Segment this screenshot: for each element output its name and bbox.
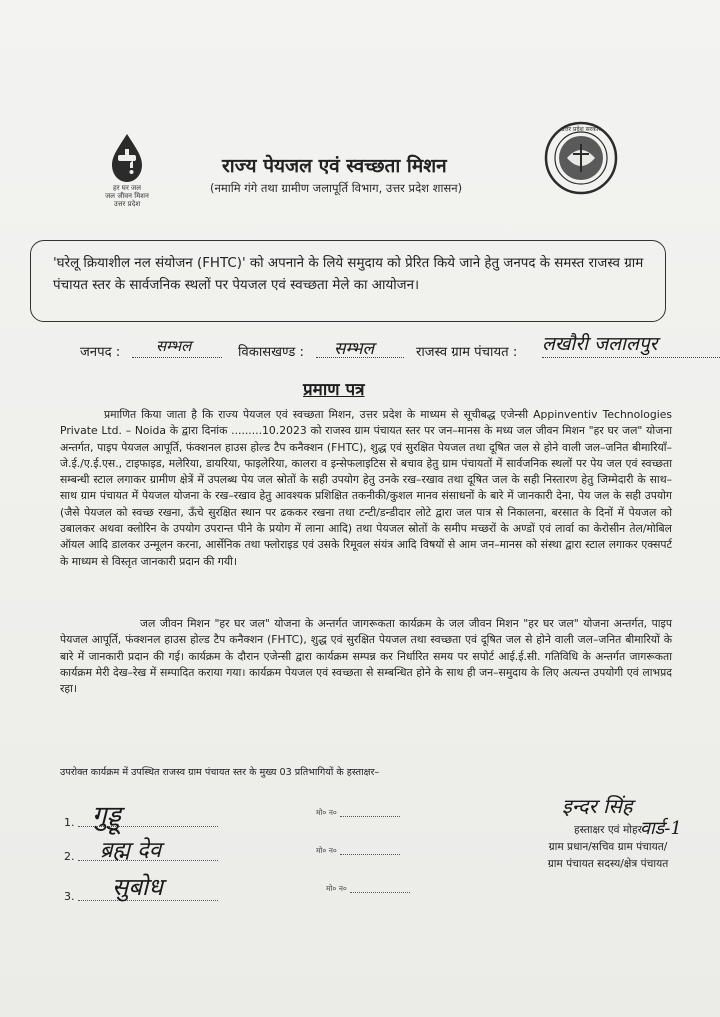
certificate-title: प्रमाण पत्र [303,380,365,400]
authority-ward-mark: वार्ड-1 [640,818,682,839]
certificate-paragraph-1: प्रमाणित किया जाता है कि राज्य पेयजल एवं स्वच्छता मिशन, उत्तर प्रदेश के माध्यम से सूचीबद्ध एजेन्सी Appinventiv Technologies Private Ltd. – Noida के द्वारा दिनांक .........10.2023 को राजस्व ग्राम पंचायत स्तर पर जन–मानस के मध्य जल जीवन मिशन "हर घर जल" योजना अन्तर्गत, पाइप पेयजल आपूर्ति, फंक्शनल हाउस होल्ड टैप कनैक्शन (FHTC), शुद्ध एवं सुरक्षित पेयजल तथा दूषित जल से होने वाली जल–जनित बीमारियाँ–जे.ई./ए.ई.एस., टाइफाइड, मलेरिया, डायरिया, फाइलेरिया, कालरा व इन्सेफलाइटिस से बचाव हेतु ग्राम पंचायतों में सार्वजनिक स्थलों पर पेय जल एवं स्वच्छता सम्बन्धी स्टाल लगाकर ग्रामीण क्षेत्रें में उपलब्ध पेय जल स्रोतों के सही उपयोग हेतु उनके रख–रखाव तथा दूषित जल के सही निस्तारण हेतु जिम्मेदारी के साथ–साथ ग्राम पंचायत में पेयजल योजना के रख–रखाव हेतु आवश्यक प्रशिक्षित तकनीकी/कुशल मानव संसाधनों के बारे में जानकारी देना, पेय जल के सही उपयोग (जैसे पेयजल को स्वच्छ रखना, ऊँचे सुरक्षित स्थान पर ढककर रखना तथा टन्टी/डन्डीदार लोटे द्वारा जल पात्र से निकालना, बरसात के दिनों में पेयजल को उबालकर अथवा क्लोरिन के उपयोग उपरान्त पीने के प्रयोग में लाना आदि) तथा पेयजल स्रोतों के समीप मच्छरों के अण्डों एवं लार्वा का केरोसीन तेल/मोबिल ऑयल आदि डालकर उन्मूलन करना, आर्सेनिक तथा फ्लोराइड एवं उसके रिमूवल संयंत्र आदि विषयों से आम जन–मानस को संस्था द्वारा स्टाल लगाकर एक्सपर्ट के माध्यम से विस्तृत जानकारी प्रदान की गयी। [60,408,672,568]
panchayat-value: लखौरी जलालपुर [542,333,658,355]
location-row [80,333,720,366]
authority-line-3: ग्राम पंचायत सदस्य/क्षेत्र पंचायत [547,858,669,870]
authority-signature: इन्दर सिंह [562,794,633,818]
mobile-label: मो० न० [326,884,347,893]
block-value: सम्भल [334,339,375,359]
mobile-label: मो० न० [316,808,337,817]
mobile-label: मो० न० [316,846,337,855]
logo-caption: हर घर जल जल जीवन मिशन उत्तर प्रदेश [105,184,149,208]
har-ghar-jal-logo [98,132,156,212]
panchayat-label: राजस्व ग्राम पंचायत : [416,345,518,360]
participant-number: 3. [64,890,75,903]
mobile-line [350,892,410,893]
page-title: राज्य पेयजल एवं स्वच्छता मिशन [222,155,447,177]
authority-line-2: ग्राम प्रधान/सचिव ग्राम पंचायत/ [548,841,668,853]
event-banner [30,240,666,322]
district-underline [132,357,222,358]
participant-signature: गुड्डू [92,801,121,831]
mobile-line [340,816,400,817]
authority-line-1: हस्ताक्षर एवं मोहर [574,824,642,836]
participants-note: उपरोक्त कार्यक्रम में उपस्थित राजस्व ग्राम पंचायत स्तर के मुख्य 03 प्रतिभागियों के हस्ताक्षर– [60,767,380,778]
district-label: जनपद : [80,345,121,360]
mobile-line [340,854,400,855]
banner-text: 'घरेलू क्रियाशील नल संयोजन (FHTC)' को अपनाने के लिये समुदाय को प्रेरित किये जाने हेतु जनपद के समस्त राजस्व ग्राम पंचायत स्तर के सार्वजनिक स्थलों पर पेयजल एवं स्वच्छता मेले का आयोजन। [53,256,644,293]
participant-signature: ब्रह्म देव [100,838,162,863]
block-label: विकासखण्ड : [238,345,304,360]
page-subtitle: (नमामि गंगे तथा ग्रामीण जलापूर्ति विभाग, उत्तर प्रदेश शासन) [210,181,463,195]
water-tap-icon [106,132,148,184]
authority-block [508,822,708,873]
certificate-paragraph-2: जल जीवन मिशन "हर घर जल" योजना के अन्तर्गत जागरूकता कार्यक्रम के जल जीवन मिशन "हर घर जल" योजना अन्तर्गत, पाइप पेयजल आपूर्ति, फंक्शनल हाउस होल्ड टैप कनैक्शन (FHTC), शुद्ध एवं सुरक्षित पेयजल तथा स्वच्छता एवं दूषित जल से होने वाली जल–जनित बीमारियों के बारे में जानकारी प्रदान की गई। कार्यक्रम के दौरान एजेन्सी द्वारा कार्यक्रम सम्पन्न कर निर्धारित समय पर सपोर्ट आई.ई.सी. गतिविधि के अन्तर्गत जागरूकता कार्यक्रम मेरी देख–रेख में सम्पादित कराया गया। कार्यक्रम पेयजल एवं स्वच्छता से सम्बन्धित होने के साथ ही जन–समुदाय के लिए अत्यन्त उपयोगी एवं लाभप्रद रहा। [60,617,672,696]
up-government-seal-icon [543,120,619,196]
participant-number: 2. [64,850,75,863]
participant-signature: सुबोध [112,873,163,901]
participant-number: 1. [64,816,75,829]
district-value: सम्भल [156,337,192,355]
seal-label: उत्तर प्रदेश सरकार [561,126,601,133]
panchayat-underline [542,357,720,358]
